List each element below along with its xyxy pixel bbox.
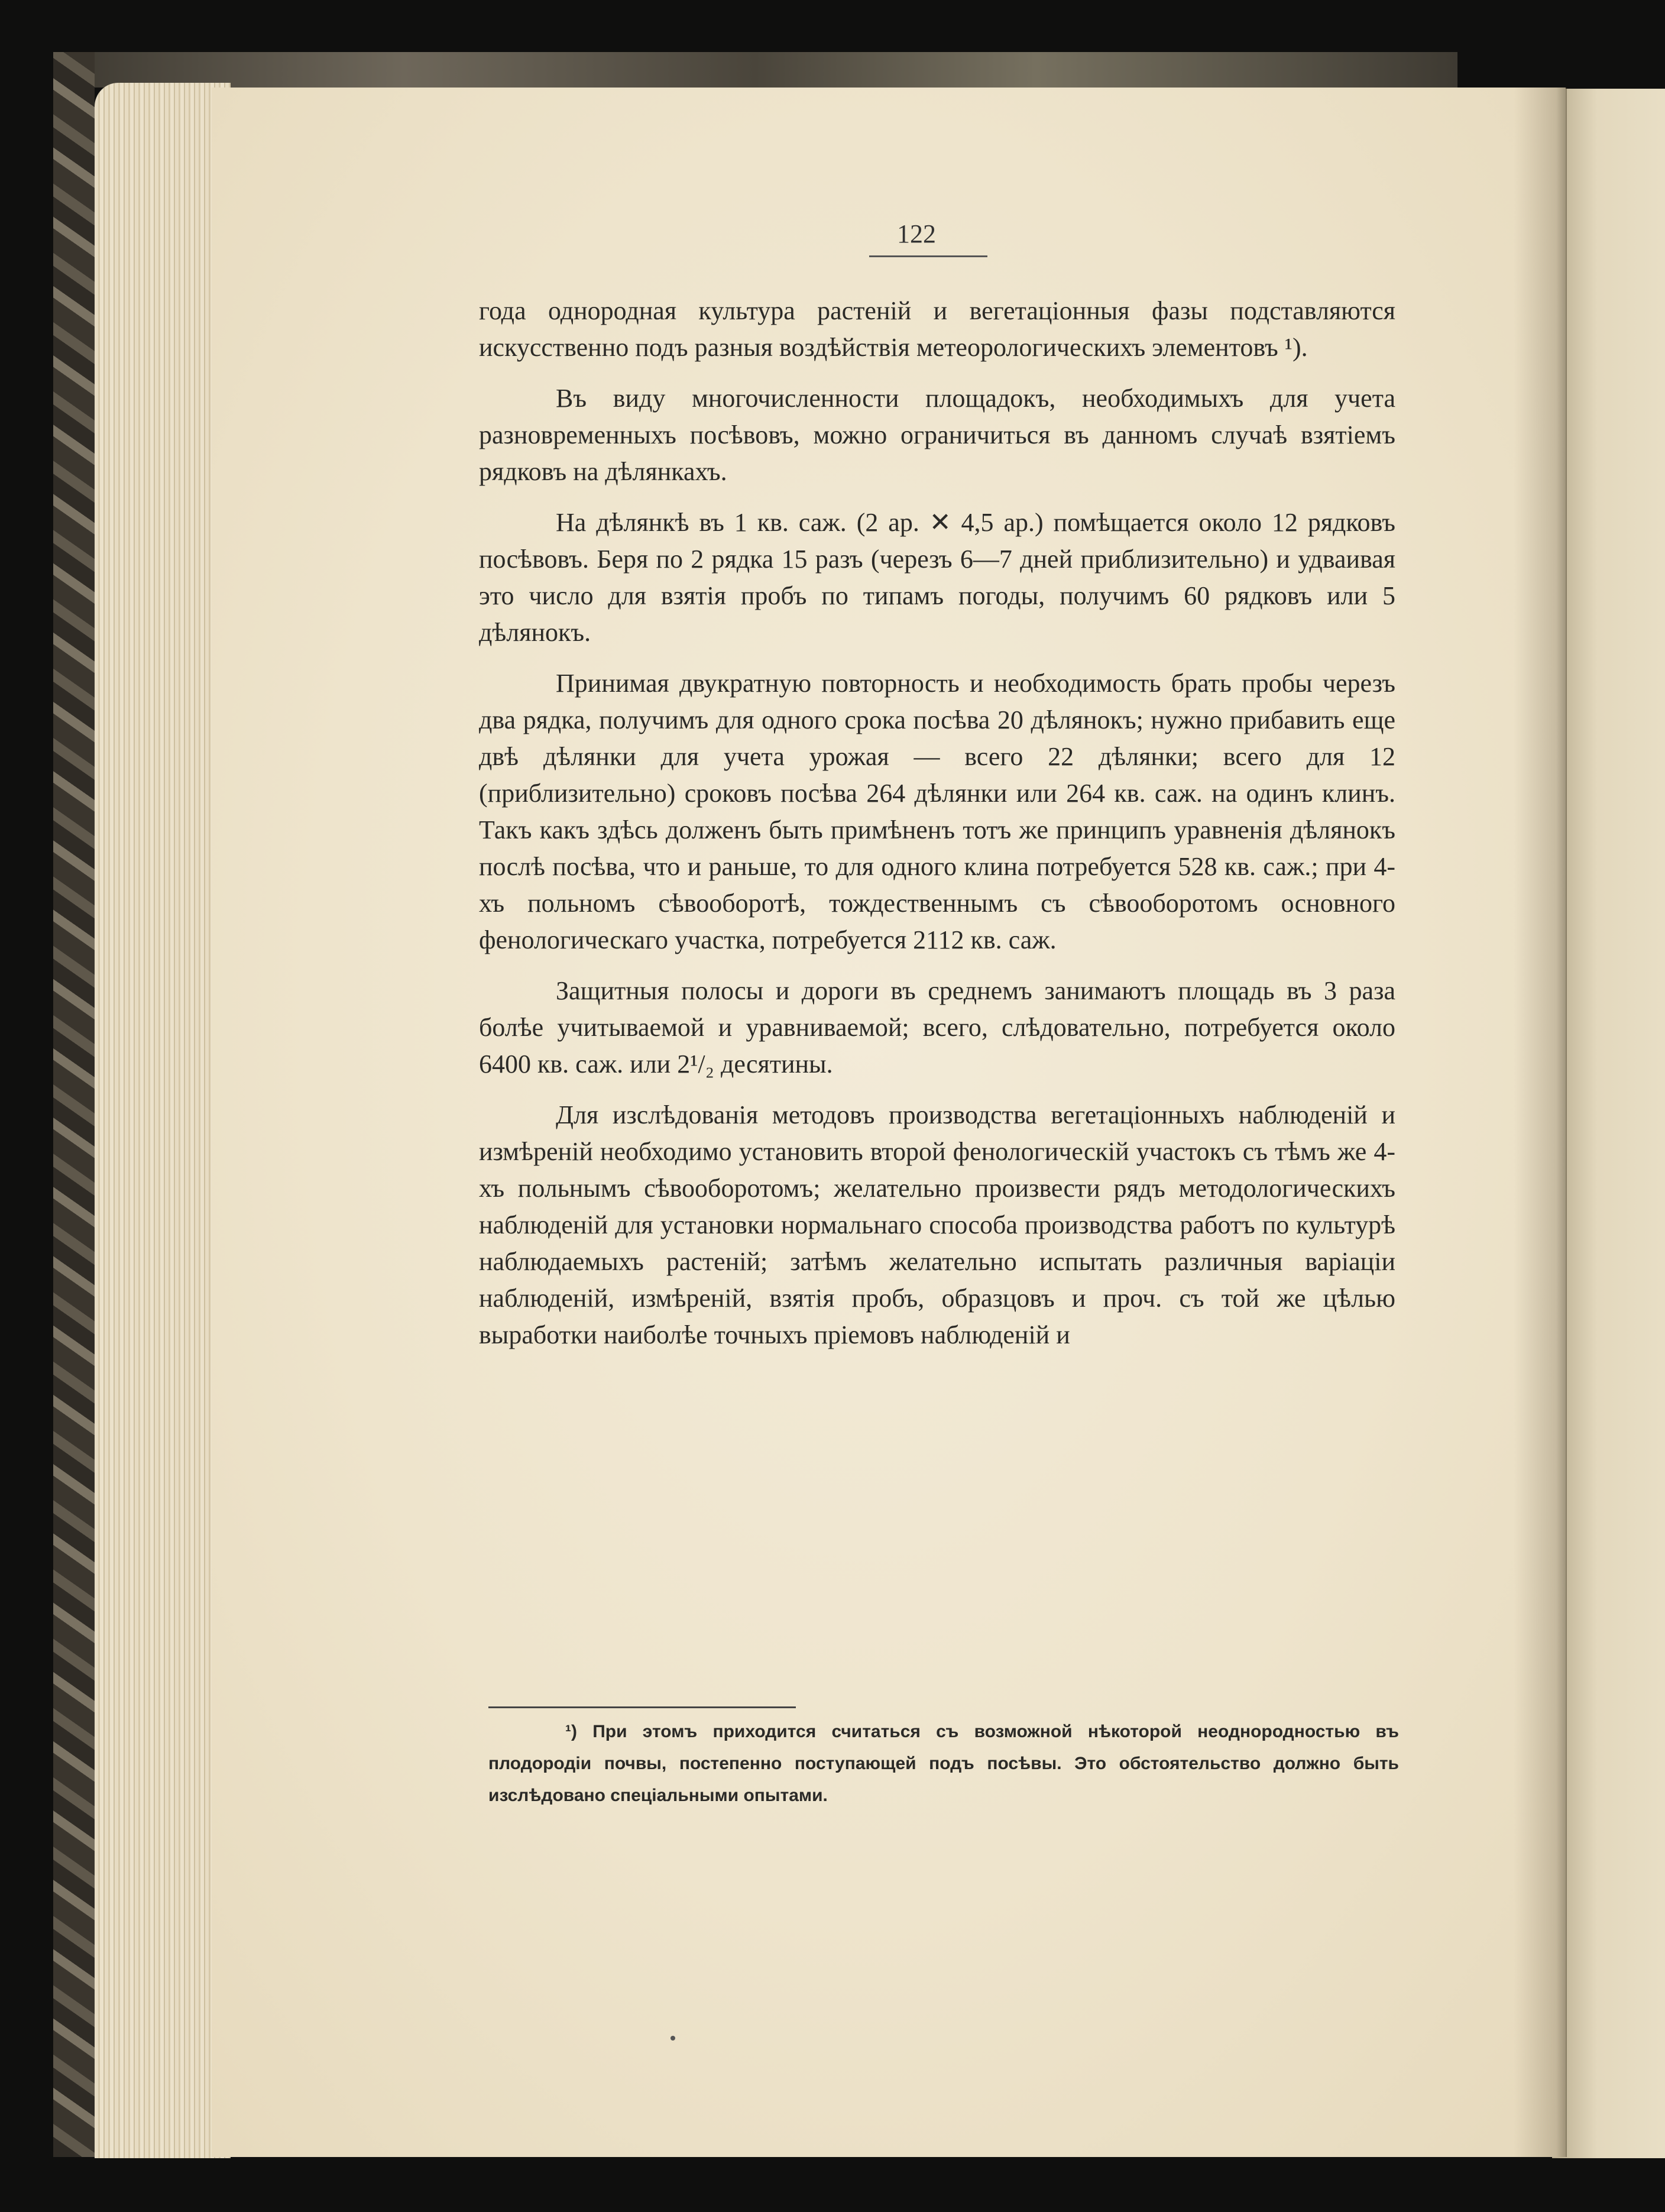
paragraph-2: Въ виду многочисленности площадокъ, необходимыхъ для учета разновременныхъ посѣвовъ, можно ограничиться въ данномъ случаѣ взятіемъ рядковъ на дѣлянкахъ. [479, 384, 1395, 486]
ink-speck [670, 2036, 675, 2041]
paragraph-4: Принимая двукратную повторность и необходимость брать пробы черезъ два рядка, получимъ для одного срока посѣва 20 дѣлянокъ; нужно прибавить еще двѣ дѣлянки для учета урожая — всего 22 дѣлянки; всего для 12 (приблизительно) сроковъ посѣва 264 дѣлянки или 264 кв. саж. на одинъ клинъ. Такъ какъ здѣсь долженъ быть примѣненъ тотъ же принципъ уравненія дѣлянокъ послѣ посѣва, что и раньше, то для одного клина потребуется 528 кв. саж.; при 4-хъ польномъ сѣвооборотѣ, тождественнымъ съ сѣвооборотомъ основного фенологическаго участка, потребуется 2112 кв. саж. [479, 669, 1395, 954]
paragraph-1: года однородная культура растеній и вегетаціонныя фазы подставляются искусственно подъ разныя воздѣйствія метеорологическихъ элементовъ ¹). [479, 296, 1395, 362]
page-number: 122 [897, 219, 936, 248]
footnote-separator [488, 1706, 796, 1708]
page-gutter-shadow [1514, 88, 1567, 2157]
book-cover-top-edge [53, 52, 1457, 88]
paragraph-5: Защитныя полосы и дороги въ среднемъ занимаютъ площадь въ 3 раза болѣе учитываемой и уравниваемой; всего, слѣдовательно, потребуется около 6400 кв. саж. или 2¹/₂ десятины. [479, 976, 1395, 1079]
page-number-underline [869, 255, 987, 257]
page-stack-edges [95, 83, 231, 2158]
footnote: ¹) При этомъ приходится считаться съ возможной нѣкоторой неоднородностью въ плодородіи почвы, постепенно поступающей подъ посѣвы. Это обстоятельство должно быть изслѣдовано спеціальными опытами. [488, 1722, 1399, 1805]
facing-page-edge [1552, 89, 1665, 2158]
paragraph-6: Для изслѣдованія методовъ производства вегетаціонныхъ наблюденій и измѣреній необходимо установить второй фенологическій участокъ съ тѣмъ же 4-хъ польнымъ сѣвооборотомъ; желательно произвести рядъ методологическихъ наблюденій для установки нормальнаго способа производства работъ по культурѣ наблюдаемыхъ растеній; затѣмъ желательно испытать различныя варіаціи наблюденій, измѣреній, взятія пробъ, образцовъ и проч. съ той же цѣлью выработки наиболѣе точныхъ пріемовъ наблюденій и [479, 1100, 1395, 1349]
book-cover-marbled-edge [53, 52, 95, 2157]
paragraph-3: На дѣлянкѣ въ 1 кв. саж. (2 ар. ✕ 4,5 ар.) помѣщается около 12 рядковъ посѣвовъ. Беря по 2 рядка 15 разъ (черезъ 6—7 дней приблизительно) и удваивая это число для взятія пробъ по типамъ погоды, получимъ 60 рядковъ или 5 дѣлянокъ. [479, 508, 1395, 647]
body-text [479, 293, 1395, 1368]
